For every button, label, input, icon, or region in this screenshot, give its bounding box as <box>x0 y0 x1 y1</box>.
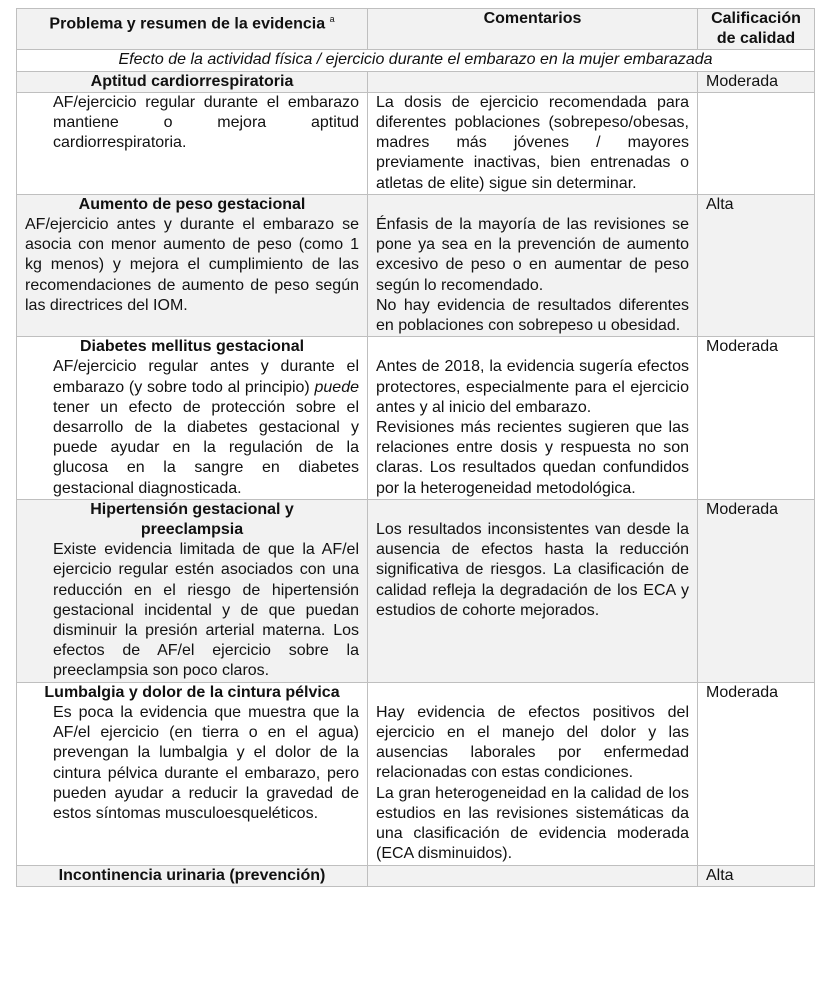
topic-heading: Hipertensión gestacional y preeclampsia <box>90 500 294 539</box>
comments-cell <box>368 71 698 92</box>
comment-paragraph: La gran heterogeneidad en la calidad de los estudios en las revisiones sistemáticas da una clasificación de evidencia moderada (ECA disminuidos). <box>376 784 689 863</box>
evidence-summary: AF/ejercicio regular antes y durante el embarazo (y sobre todo al principio) puede tener un efecto de protección sobre el desarrollo de la diabetes gestacional y puede ayudar en la regulación de la glucosa en la sangre en diabetes gestacional diagnosticada. <box>53 358 359 497</box>
comment-paragraph: Hay evidencia de efectos positivos del ejercicio en el manejo del dolor y las ausencias laborales por enfermedad relacionadas con estas condiciones. <box>376 703 689 782</box>
evidence-cell <box>17 682 368 865</box>
topic-heading: Lumbalgia y dolor de la cintura pélvica <box>44 683 340 701</box>
table-row <box>17 92 815 194</box>
comments-cell <box>368 865 698 886</box>
table-row <box>17 194 815 336</box>
comment-paragraph: Revisiones más recientes sugieren que las relaciones entre dosis y respuesta no son claras. Los resultados quedan confundidos por la heterogeneidad metodológica. <box>376 419 689 497</box>
comment-paragraph: Antes de 2018, la evidencia sugería efectos protectores, especialmente para el ejercicio antes y al inicio del embarazo. <box>376 358 689 416</box>
quality-rating: Alta <box>698 865 815 886</box>
comments-cell <box>368 194 698 336</box>
comments-cell <box>368 682 698 865</box>
evidence-summary: AF/ejercicio regular durante el embarazo mantiene o mejora aptitud cardiorrespiratoria. <box>17 92 368 194</box>
evidence-summary: AF/ejercicio antes y durante el embarazo se asocia con menor aumento de peso (como 1 kg menos) y mejora el cumplimiento de las recomendaciones de aumento de peso según las directrices del IOM. <box>25 216 359 314</box>
comments-cell: La dosis de ejercicio recomendada para diferentes poblaciones (sobrepeso/obesas, madres más jóvenes / mayores previamente inactivas, bien entrenadas o atletas de elite) sigue sin determinar. <box>368 92 698 194</box>
topic-heading: Diabetes mellitus gestacional <box>79 338 305 356</box>
section-title: Efecto de la actividad física / ejercicio durante el embarazo en la mujer embarazada <box>17 50 815 71</box>
quality-rating: Moderada <box>698 499 815 682</box>
table-row-heading <box>17 865 815 886</box>
section-row <box>17 50 815 71</box>
header-row <box>17 9 815 50</box>
table-row <box>17 682 815 865</box>
comment-paragraph: Énfasis de la mayoría de las revisiones se pone ya sea en la prevención de aumento excesivo de peso o en aumentar de peso según lo recomendado. <box>376 216 689 294</box>
evidence-cell <box>17 337 368 500</box>
quality-rating: Moderada <box>698 682 815 865</box>
footnote-marker: a <box>329 14 335 24</box>
evidence-cell <box>17 499 368 682</box>
topic-heading: Aumento de peso gestacional <box>78 195 306 213</box>
topic-heading: Incontinencia urinaria (prevención) <box>17 865 368 886</box>
comment-paragraph: Los resultados inconsistentes van desde la ausencia de efectos hasta la reducción significativa de riesgos. La clasificación de calidad refleja la degradación de los ECA y estudios de cohorte mejorados. <box>376 521 689 619</box>
evidence-summary: Es poca la evidencia que muestra que la AF/el ejercicio (en tierra o en el agua) prevengan la lumbalgia y el dolor de la cintura pélvica durante el embarazo, pero pueden ayudar a reducir la gravedad de estos síntomas musculoesqueléticos. <box>53 703 359 822</box>
header-quality-rating: Calificación de calidad <box>698 9 815 50</box>
comments-cell <box>368 337 698 500</box>
evidence-cell <box>17 194 368 336</box>
table-row <box>17 499 815 682</box>
table-row-heading <box>17 71 815 92</box>
comments-cell <box>368 499 698 682</box>
quality-rating-empty <box>698 92 815 194</box>
topic-heading: Aptitud cardiorrespiratoria <box>17 71 368 92</box>
table-row <box>17 337 815 500</box>
quality-rating: Moderada <box>698 337 815 500</box>
quality-rating: Alta <box>698 194 815 336</box>
header-problem: Problema y resumen de la evidencia $^a$ <box>17 9 368 50</box>
quality-rating: Moderada <box>698 71 815 92</box>
header-comments: Comentarios <box>368 9 698 50</box>
evidence-table <box>16 8 815 887</box>
comment-paragraph: No hay evidencia de resultados diferentes en poblaciones con sobrepeso u obesidad. <box>376 296 689 335</box>
evidence-summary: Existe evidencia limitada de que la AF/el ejercicio regular estén asociados con una reducción en el riesgo de hipertensión gestacional incidental y de que puedan disminuir la presión arterial materna. Los efectos de AF/el ejercicio sobre la preeclampsia son poco claros. <box>53 541 359 680</box>
